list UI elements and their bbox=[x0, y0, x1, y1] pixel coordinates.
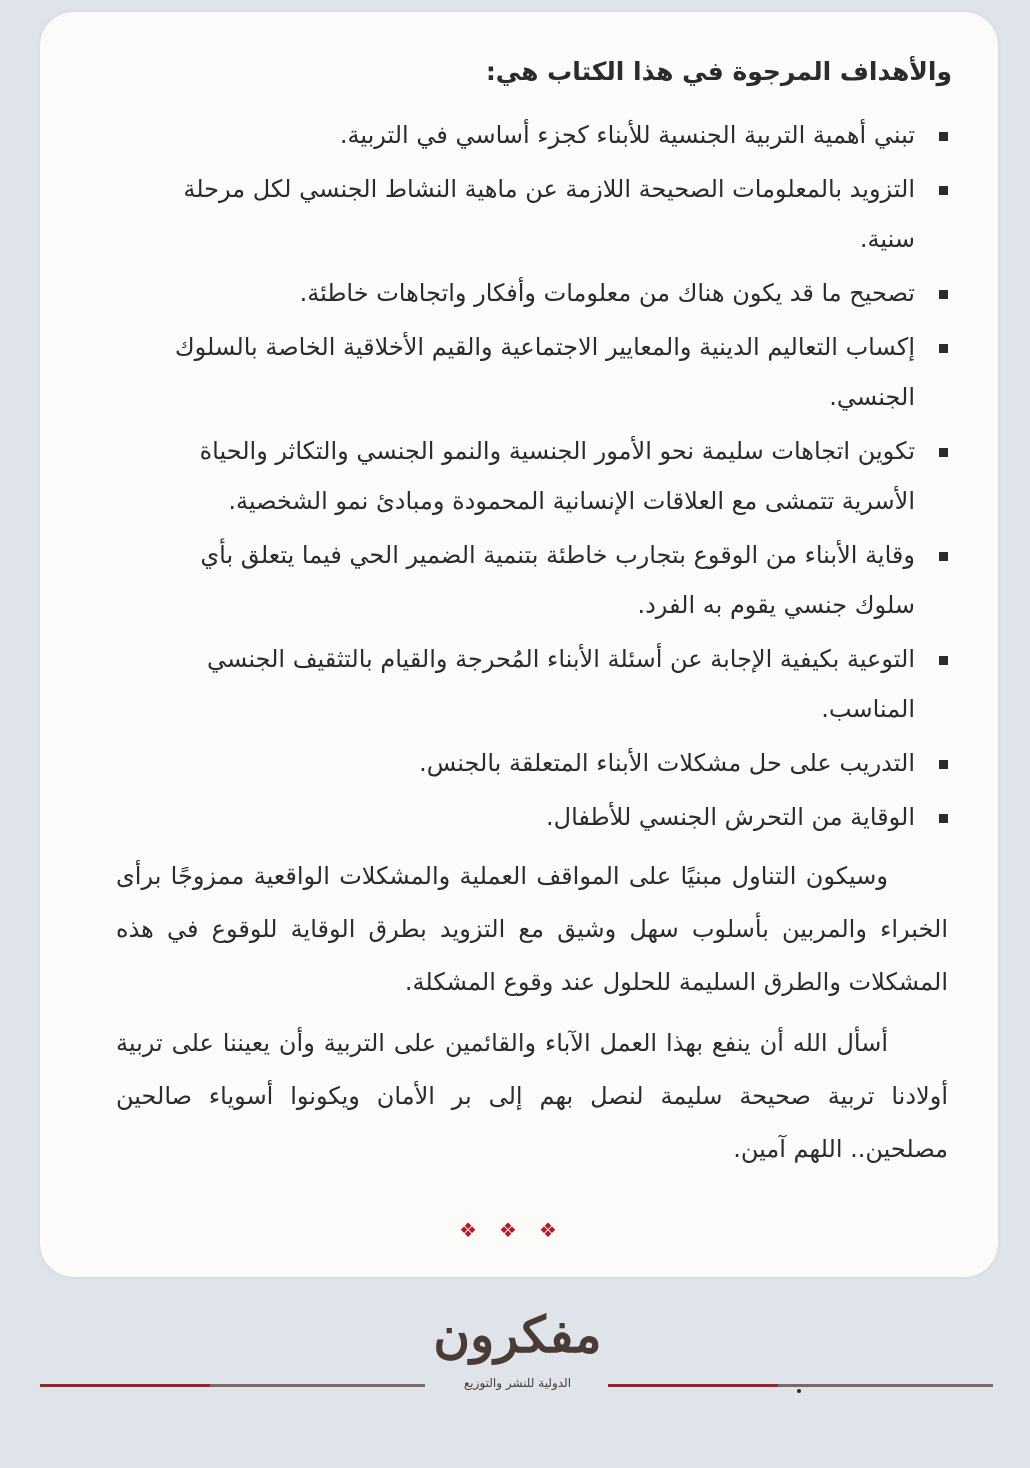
square-bullet-icon bbox=[939, 552, 948, 561]
square-bullet-icon bbox=[939, 814, 948, 823]
goal-text: إكساب التعاليم الدينية والمعايير الاجتماعية والقيم الأخلاقية الخاصة بالسلوك الجنسي. bbox=[174, 333, 915, 411]
publisher-name: مفكرون bbox=[433, 1305, 602, 1364]
page-content bbox=[102, 52, 962, 1176]
goal-text: التدريب على حل مشكلات الأبناء المتعلقة بالجنس. bbox=[419, 749, 915, 777]
publisher-logo bbox=[430, 1286, 605, 1416]
goal-text: التزويد بالمعلومات الصحيحة اللازمة عن ماهية النشاط الجنسي لكل مرحلة سنية. bbox=[183, 175, 915, 253]
goal-item bbox=[102, 426, 962, 526]
square-bullet-icon bbox=[939, 290, 948, 299]
square-bullet-icon bbox=[939, 186, 948, 195]
goal-item bbox=[102, 322, 962, 422]
goal-text: تصحيح ما قد يكون هناك من معلومات وأفكار واتجاهات خاطئة. bbox=[299, 279, 915, 307]
square-bullet-icon bbox=[939, 448, 948, 457]
goal-text: الوقاية من التحرش الجنسي للأطفال. bbox=[546, 803, 915, 831]
square-bullet-icon bbox=[939, 344, 948, 353]
footer-accent-left bbox=[40, 1384, 210, 1387]
footer-accent-right bbox=[608, 1384, 778, 1387]
goals-heading: والأهداف المرجوة في هذا الكتاب هي: bbox=[485, 57, 952, 86]
goal-item bbox=[102, 738, 962, 788]
goal-text: التوعية بكيفية الإجابة عن أسئلة الأبناء المُحرجة والقيام بالتثقيف الجنسي المناسب. bbox=[206, 645, 915, 723]
goal-item bbox=[102, 530, 962, 630]
goal-item bbox=[102, 164, 962, 264]
square-bullet-icon bbox=[939, 760, 948, 769]
goal-text: تبني أهمية التربية الجنسية للأبناء كجزء أساسي في التربية. bbox=[339, 121, 915, 149]
goals-list bbox=[102, 110, 962, 842]
goal-item bbox=[102, 792, 962, 842]
publisher-subtitle: الدولية للنشر والتوزيع bbox=[463, 1376, 572, 1390]
square-bullet-icon bbox=[939, 656, 948, 665]
approach-paragraph: وسيكون التناول مبنيًا على المواقف العملية والمشكلات الواقعية ممزوجًا برأى الخبراء والمربين بأسلوب سهل وشيق مع التزويد بطرق الوقاية للوقوع في هذه المشكلات والطرق السليمة للحلول عند وقوع المشكلة. bbox=[116, 862, 948, 996]
prayer-paragraph: أسأل الله أن ينفع بهذا العمل الآباء والقائمين على التربية وأن يعيننا على تربية أولادنا تربية صحيحة سليمة لنصل بهم إلى بر الأمان ويكونوا أسوياء صالحين مصلحين.. اللهم آمين. bbox=[116, 1029, 948, 1163]
goal-item bbox=[102, 634, 962, 734]
goal-text: وقاية الأبناء من الوقوع بتجارب خاطئة بتنمية الضمير الحي فيما يتعلق بأي سلوك جنسي يقوم به الفرد. bbox=[200, 541, 915, 619]
ornament-divider: ❖❖❖ bbox=[459, 1218, 579, 1242]
footer-dot bbox=[797, 1389, 801, 1393]
page-card bbox=[40, 12, 998, 1277]
goal-item bbox=[102, 268, 962, 318]
goal-text: تكوين اتجاهات سليمة نحو الأمور الجنسية والنمو الجنسي والتكاثر والحياة الأسرية تتمشى مع العلاقات الإنسانية المحمودة ومبادئ نمو الشخصية. bbox=[199, 437, 915, 515]
goal-item bbox=[102, 110, 962, 160]
square-bullet-icon bbox=[939, 132, 948, 141]
